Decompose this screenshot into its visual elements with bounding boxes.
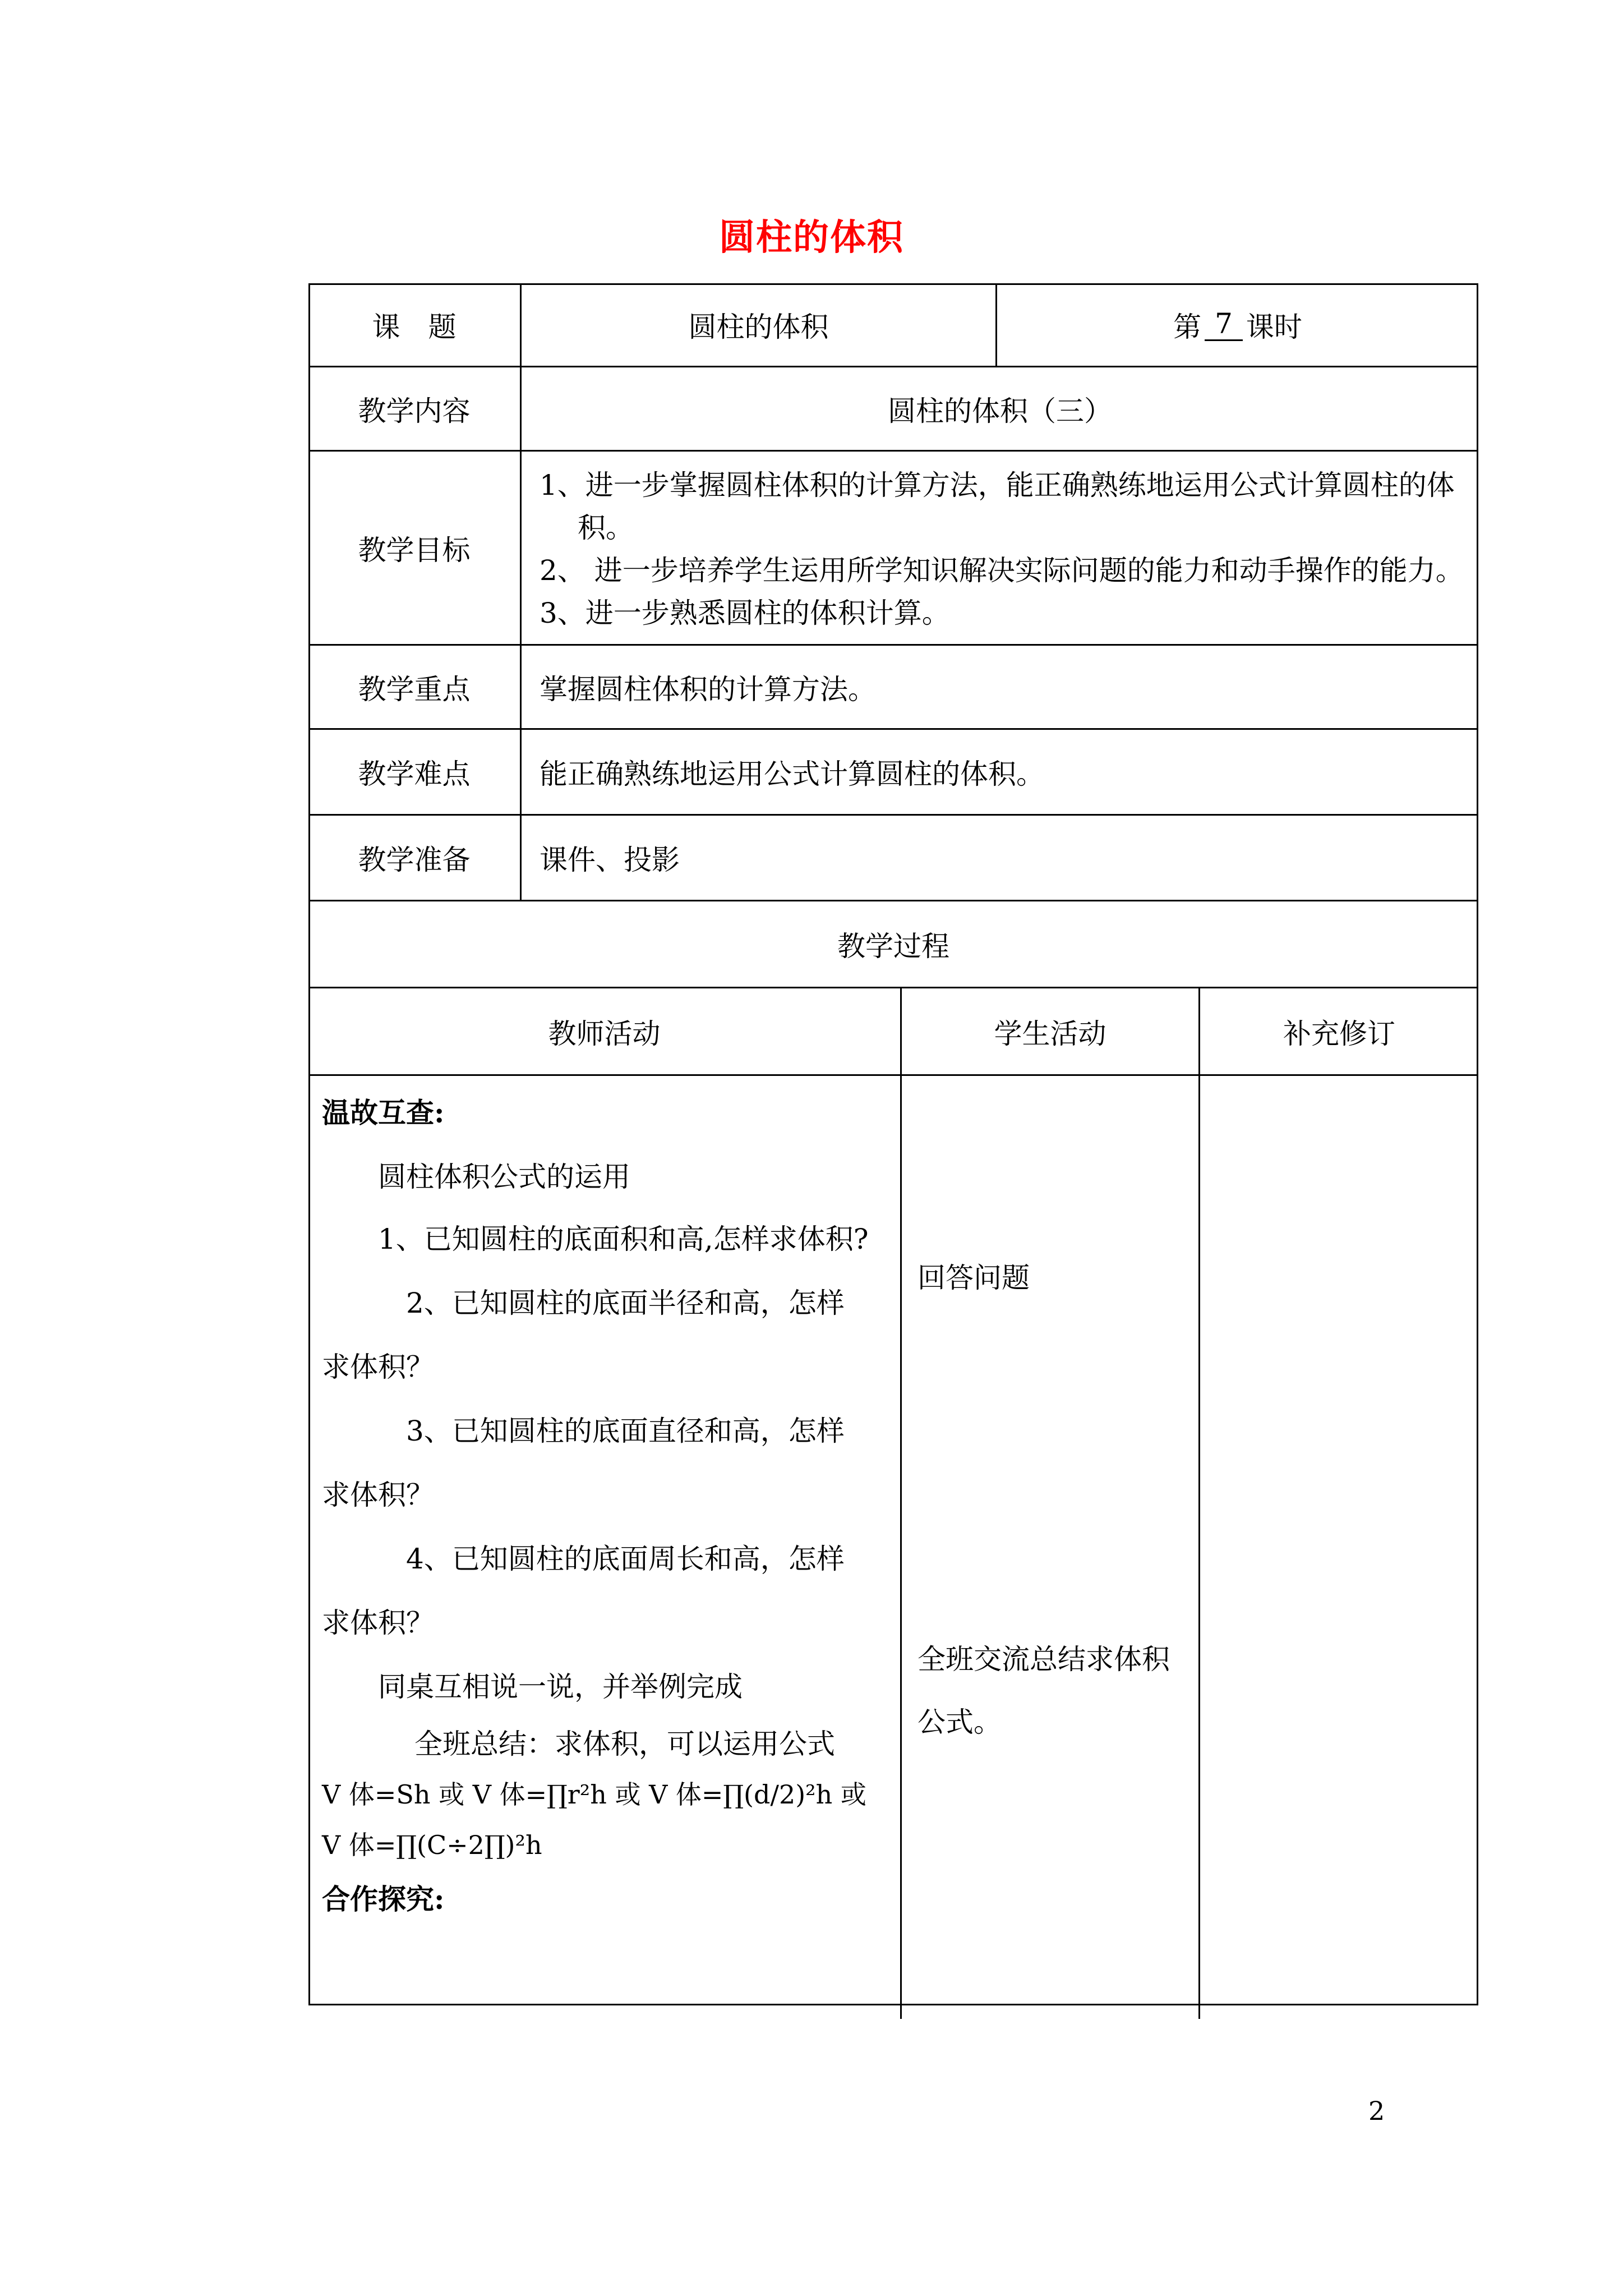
content-label: 教学内容 bbox=[308, 367, 522, 450]
student-exchange-line2: 公式。 bbox=[917, 1706, 1002, 1738]
question-4-line1: 4、已知圆柱的底面周长和高，怎样 bbox=[406, 1543, 845, 1575]
content-row bbox=[308, 367, 1478, 452]
content-value: 圆柱的体积（三） bbox=[888, 394, 1112, 427]
goal-item: 1、进一步掌握圆柱体积的计算方法，能正确熟练地运用公式计算圆柱的体 bbox=[540, 469, 1455, 501]
subject-value: 圆柱的体积 bbox=[522, 283, 997, 366]
goal-item: 3、进一步熟悉圆柱的体积计算。 bbox=[540, 597, 950, 629]
subject-row bbox=[308, 283, 1478, 367]
goals-list bbox=[522, 452, 1478, 644]
goal-item: 2、 进一步培养学生运用所学知识解决实际问题的能力和动手操作的能力。 bbox=[540, 554, 1464, 587]
preparation-label: 教学准备 bbox=[308, 816, 522, 900]
difficulty-value: 能正确熟练地运用公式计算圆柱的体积。 bbox=[540, 758, 1044, 790]
subject-label: 课 题 bbox=[308, 283, 522, 366]
question-4-line2: 求体积？ bbox=[322, 1607, 434, 1639]
difficulty-row bbox=[308, 730, 1478, 816]
review-intro: 圆柱体积公式的运用 bbox=[378, 1161, 630, 1193]
formula-line-1: V 体=Sh 或 V 体=∏r²h 或 V 体=∏(d/2)²h 或 bbox=[322, 1779, 866, 1810]
pair-discussion: 同桌互相说一说，并举例完成 bbox=[378, 1671, 743, 1703]
teacher-activity-cell bbox=[308, 1076, 902, 2019]
period-prefix: 第 bbox=[1173, 310, 1202, 343]
period-suffix: 课时 bbox=[1246, 310, 1302, 343]
activity-body-row bbox=[308, 1076, 1478, 2019]
student-activity-header: 学生活动 bbox=[902, 988, 1200, 1074]
teacher-activity-header: 教师活动 bbox=[308, 988, 902, 1074]
student-answer: 回答问题 bbox=[917, 1262, 1030, 1294]
student-activity-cell bbox=[902, 1076, 1200, 2019]
student-exchange-line1: 全班交流总结求体积 bbox=[917, 1643, 1170, 1676]
process-label: 教学过程 bbox=[837, 930, 949, 963]
question-1: 1、已知圆柱的底面积和高,怎样求体积? bbox=[378, 1223, 869, 1255]
notes-header: 补充修订 bbox=[1283, 1017, 1395, 1050]
formula-line-2: V 体=∏(C÷2∏)²h bbox=[322, 1830, 542, 1860]
question-2-line1: 2、已知圆柱的底面半径和高，怎样 bbox=[406, 1287, 845, 1319]
class-summary: 全班总结：求体积，可以运用公式 bbox=[414, 1728, 835, 1760]
process-row bbox=[308, 901, 1478, 988]
goals-row bbox=[308, 452, 1478, 646]
activity-header-row bbox=[308, 988, 1478, 1076]
lesson-plan-table bbox=[308, 283, 1478, 2019]
explore-heading: 合作探究: bbox=[322, 1883, 445, 1916]
key-point-label: 教学重点 bbox=[308, 646, 522, 728]
key-point-value: 掌握圆柱体积的计算方法。 bbox=[540, 673, 876, 706]
preparation-value: 课件、投影 bbox=[540, 844, 680, 876]
notes-cell bbox=[1200, 1076, 1478, 2019]
page-number: 2 bbox=[1368, 2096, 1385, 2126]
question-3-line1: 3、已知圆柱的底面直径和高，怎样 bbox=[406, 1415, 845, 1447]
difficulty-label: 教学难点 bbox=[308, 730, 522, 814]
question-3-line2: 求体积？ bbox=[322, 1479, 434, 1511]
goal-item: 积。 bbox=[578, 512, 634, 544]
period-cell bbox=[997, 283, 1478, 366]
document-title: 圆柱的体积 bbox=[719, 217, 904, 259]
key-point-row bbox=[308, 646, 1478, 730]
goals-label: 教学目标 bbox=[308, 452, 522, 644]
question-2-line2: 求体积？ bbox=[322, 1351, 434, 1383]
review-heading: 温故互查: bbox=[322, 1096, 445, 1129]
period-number: 7 bbox=[1205, 309, 1243, 341]
preparation-row bbox=[308, 816, 1478, 901]
